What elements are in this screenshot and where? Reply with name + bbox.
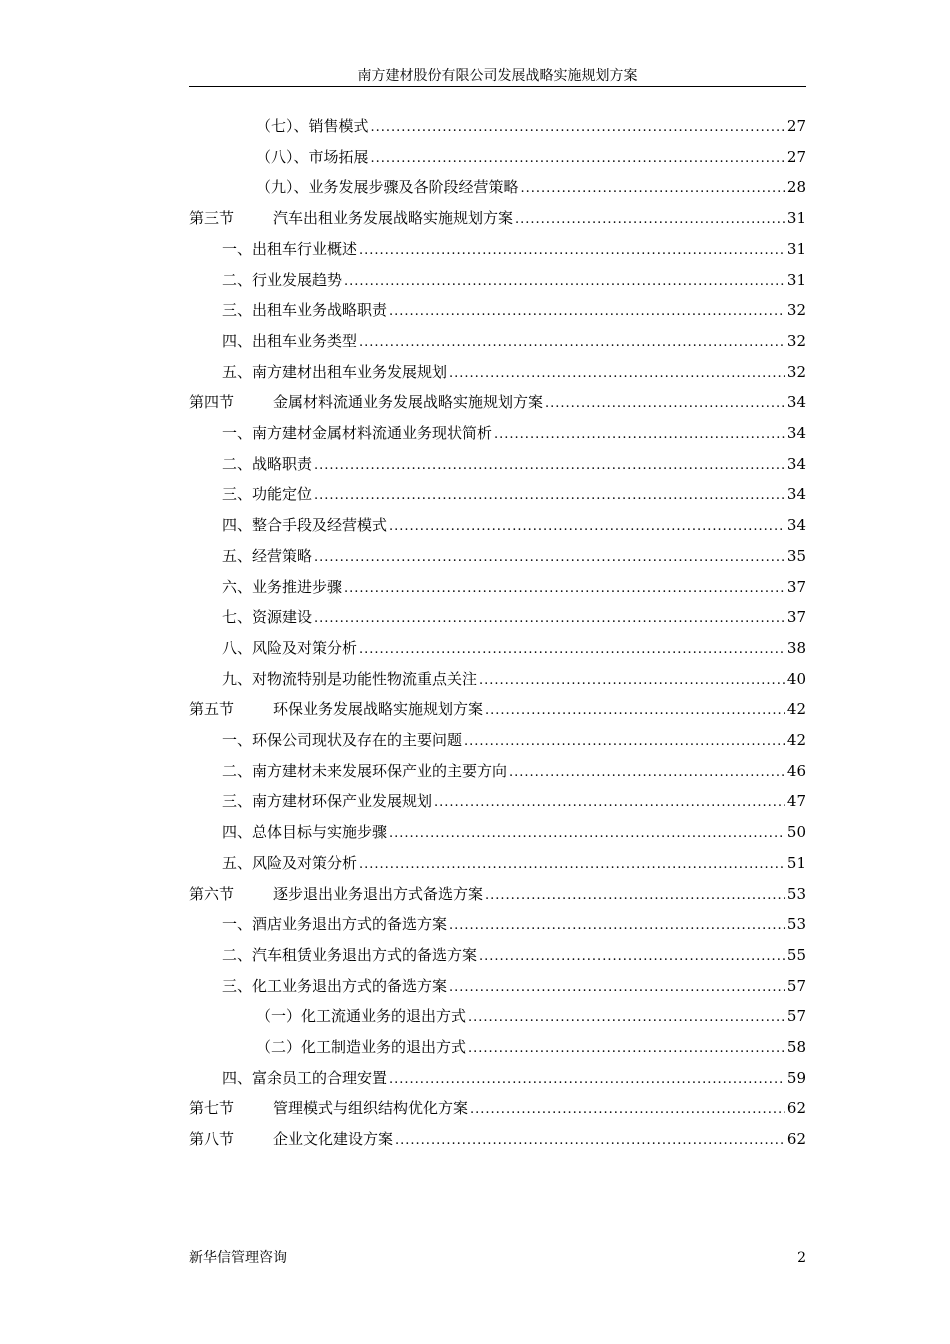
toc-page-number: 42 xyxy=(786,731,806,749)
toc-section-number: 第五节 xyxy=(189,700,235,718)
toc-dot-leader xyxy=(545,388,785,418)
footer-page-number: 2 xyxy=(797,1250,806,1266)
toc-entry[interactable] xyxy=(222,419,806,447)
toc-entry[interactable] xyxy=(256,112,806,140)
toc-entry[interactable] xyxy=(222,665,806,693)
toc-entry[interactable] xyxy=(222,603,806,631)
toc-page-number: 40 xyxy=(786,670,806,688)
toc-entry-label: 五、风险及对策分析 xyxy=(222,854,358,872)
toc-entry[interactable] xyxy=(222,818,806,846)
toc-entry[interactable] xyxy=(222,235,806,263)
toc-page-number: 58 xyxy=(786,1038,806,1056)
toc-entry-label: 八、风险及对策分析 xyxy=(222,639,358,657)
toc-page-number: 34 xyxy=(786,485,806,503)
toc-entry[interactable] xyxy=(256,173,806,201)
toc-entry[interactable] xyxy=(222,266,806,294)
toc-dot-leader xyxy=(344,266,785,296)
toc-dot-leader xyxy=(468,1033,785,1063)
toc-dot-leader xyxy=(464,726,785,756)
toc-entry-label: （二）化工制造业务的退出方式 xyxy=(256,1038,467,1056)
toc-entry[interactable] xyxy=(222,787,806,815)
toc-entry[interactable] xyxy=(222,480,806,508)
toc-dot-leader xyxy=(515,204,785,234)
toc-dot-leader xyxy=(389,296,785,326)
toc-entry-label: 三、功能定位 xyxy=(222,485,313,503)
toc-entry[interactable] xyxy=(222,634,806,662)
toc-entry[interactable] xyxy=(222,1064,806,1092)
toc-page-number: 27 xyxy=(786,148,806,166)
toc-entry-label: （九）、业务发展步骤及各阶段经营策略 xyxy=(256,178,519,196)
toc-dot-leader xyxy=(359,235,785,265)
toc-entry[interactable] xyxy=(256,1033,806,1061)
toc-page-number: 28 xyxy=(786,178,806,196)
toc-dot-leader xyxy=(470,1094,785,1124)
toc-page-number: 37 xyxy=(786,608,806,626)
toc-entry[interactable] xyxy=(222,757,806,785)
toc-dot-leader xyxy=(468,1002,785,1032)
toc-entry-label: 汽车出租业务发展战略实施规划方案 xyxy=(273,209,514,227)
toc-page-number: 62 xyxy=(786,1130,806,1148)
toc-dot-leader xyxy=(395,1125,785,1155)
toc-page-number: 42 xyxy=(786,700,806,718)
toc-entry[interactable] xyxy=(222,849,806,877)
toc-entry-label: 二、汽车租赁业务退出方式的备选方案 xyxy=(222,946,478,964)
toc-dot-leader xyxy=(449,358,785,388)
page-header-title: 南方建材股份有限公司发展战略实施规划方案 xyxy=(357,68,638,84)
toc-page-number: 34 xyxy=(786,516,806,534)
toc-entry-label: （一）化工流通业务的退出方式 xyxy=(256,1007,467,1025)
toc-dot-leader xyxy=(521,173,785,203)
toc-page-number: 46 xyxy=(786,762,806,780)
header-rule xyxy=(189,86,806,87)
toc-entry-label: 一、出租车行业概述 xyxy=(222,240,358,258)
toc-dot-leader xyxy=(494,419,785,449)
toc-entry[interactable] xyxy=(189,1094,806,1122)
toc-section-number: 第六节 xyxy=(189,885,235,903)
toc-entry-label: 逐步退出业务退出方式备选方案 xyxy=(273,885,484,903)
toc-entry-label: 一、南方建材金属材料流通业务现状简析 xyxy=(222,424,493,442)
toc-page-number: 34 xyxy=(786,424,806,442)
toc-dot-leader xyxy=(389,1064,785,1094)
toc-dot-leader xyxy=(359,327,785,357)
toc-entry-label: 三、南方建材环保产业发展规划 xyxy=(222,792,433,810)
toc-dot-leader xyxy=(371,143,785,173)
toc-entry-label: 管理模式与组织结构优化方案 xyxy=(273,1099,469,1117)
toc-page-number: 31 xyxy=(786,209,806,227)
toc-entry-label: 三、化工业务退出方式的备选方案 xyxy=(222,977,448,995)
toc-entry-label: 四、出租车业务类型 xyxy=(222,332,358,350)
toc-page-number: 27 xyxy=(786,117,806,135)
toc-entry-label: 二、战略职责 xyxy=(222,455,313,473)
toc-entry[interactable] xyxy=(189,880,806,908)
toc-entry-label: 一、环保公司现状及存在的主要问题 xyxy=(222,731,463,749)
toc-dot-leader xyxy=(449,972,785,1002)
toc-entry-label: 二、行业发展趋势 xyxy=(222,271,343,289)
toc-page-number: 51 xyxy=(786,854,806,872)
toc-entry[interactable] xyxy=(256,1002,806,1030)
toc-dot-leader xyxy=(314,542,785,572)
toc-entry-label: 四、总体目标与实施步骤 xyxy=(222,823,388,841)
toc-entry-label: 六、业务推进步骤 xyxy=(222,578,343,596)
toc-page-number: 31 xyxy=(786,271,806,289)
toc-section-number: 第八节 xyxy=(189,1130,235,1148)
toc-entry-label: （七）、销售模式 xyxy=(256,117,369,135)
toc-entry-label: 一、酒店业务退出方式的备选方案 xyxy=(222,915,448,933)
toc-page-number: 47 xyxy=(786,792,806,810)
toc-page-number: 50 xyxy=(786,823,806,841)
toc-page-number: 34 xyxy=(786,393,806,411)
toc-page-number: 55 xyxy=(786,946,806,964)
toc-entry-label: 二、南方建材未来发展环保产业的主要方向 xyxy=(222,762,508,780)
toc-dot-leader xyxy=(485,880,785,910)
toc-dot-leader xyxy=(371,112,785,142)
toc-entry-label: 环保业务发展战略实施规划方案 xyxy=(273,700,484,718)
toc-dot-leader xyxy=(359,849,785,879)
toc-entry[interactable] xyxy=(222,542,806,570)
toc-page-number: 38 xyxy=(786,639,806,657)
footer-company: 新华信管理咨询 xyxy=(189,1250,287,1266)
toc-entry-label: 金属材料流通业务发展战略实施规划方案 xyxy=(273,393,544,411)
toc-page-number: 53 xyxy=(786,885,806,903)
toc-entry[interactable] xyxy=(222,296,806,324)
toc-entry[interactable] xyxy=(189,388,806,416)
toc-dot-leader xyxy=(479,941,785,971)
toc-entry-label: 五、南方建材出租车业务发展规划 xyxy=(222,363,448,381)
toc-entry-label: 企业文化建设方案 xyxy=(273,1130,394,1148)
toc-entry[interactable] xyxy=(222,726,806,754)
toc-section-number: 第四节 xyxy=(189,393,235,411)
toc-section-number: 第三节 xyxy=(189,209,235,227)
toc-page-number: 57 xyxy=(786,1007,806,1025)
toc-page-number: 32 xyxy=(786,301,806,319)
toc-page-number: 32 xyxy=(786,363,806,381)
toc-entry[interactable] xyxy=(222,450,806,478)
toc-entry[interactable] xyxy=(256,143,806,171)
toc-dot-leader xyxy=(344,573,785,603)
toc-entry[interactable] xyxy=(222,358,806,386)
toc-dot-leader xyxy=(449,910,785,940)
toc-page-number: 53 xyxy=(786,915,806,933)
toc-page-number: 62 xyxy=(786,1099,806,1117)
toc-dot-leader xyxy=(485,695,785,725)
toc-dot-leader xyxy=(389,511,785,541)
toc-entry[interactable] xyxy=(222,972,806,1000)
toc-dot-leader xyxy=(509,757,785,787)
toc-dot-leader xyxy=(314,450,785,480)
toc-page-number: 34 xyxy=(786,455,806,473)
toc-dot-leader xyxy=(389,818,785,848)
toc-entry-label: 四、富余员工的合理安置 xyxy=(222,1069,388,1087)
toc-dot-leader xyxy=(314,603,785,633)
toc-entry[interactable] xyxy=(189,695,806,723)
toc-entry[interactable] xyxy=(189,1125,806,1153)
toc-page-number: 35 xyxy=(786,547,806,565)
toc-dot-leader xyxy=(434,787,785,817)
toc-entry[interactable] xyxy=(222,327,806,355)
toc-section-number: 第七节 xyxy=(189,1099,235,1117)
toc-entry-label: 三、出租车业务战略职责 xyxy=(222,301,388,319)
toc-entry[interactable] xyxy=(222,573,806,601)
toc-entry-label: 五、经营策略 xyxy=(222,547,313,565)
toc-dot-leader xyxy=(479,665,785,695)
toc-page-number: 32 xyxy=(786,332,806,350)
toc-entry[interactable] xyxy=(222,511,806,539)
toc-entry[interactable] xyxy=(222,941,806,969)
toc-dot-leader xyxy=(359,634,785,664)
toc-entry[interactable] xyxy=(189,204,806,232)
toc-entry-label: 四、整合手段及经营模式 xyxy=(222,516,388,534)
toc-page-number: 31 xyxy=(786,240,806,258)
toc-page-number: 59 xyxy=(786,1069,806,1087)
toc-page-number: 57 xyxy=(786,977,806,995)
toc-dot-leader xyxy=(314,480,785,510)
toc-entry-label: 九、对物流特别是功能性物流重点关注 xyxy=(222,670,478,688)
toc-entry-label: （八）、市场拓展 xyxy=(256,148,369,166)
toc-page-number: 37 xyxy=(786,578,806,596)
toc-entry[interactable] xyxy=(222,910,806,938)
toc-entry-label: 七、资源建设 xyxy=(222,608,313,626)
